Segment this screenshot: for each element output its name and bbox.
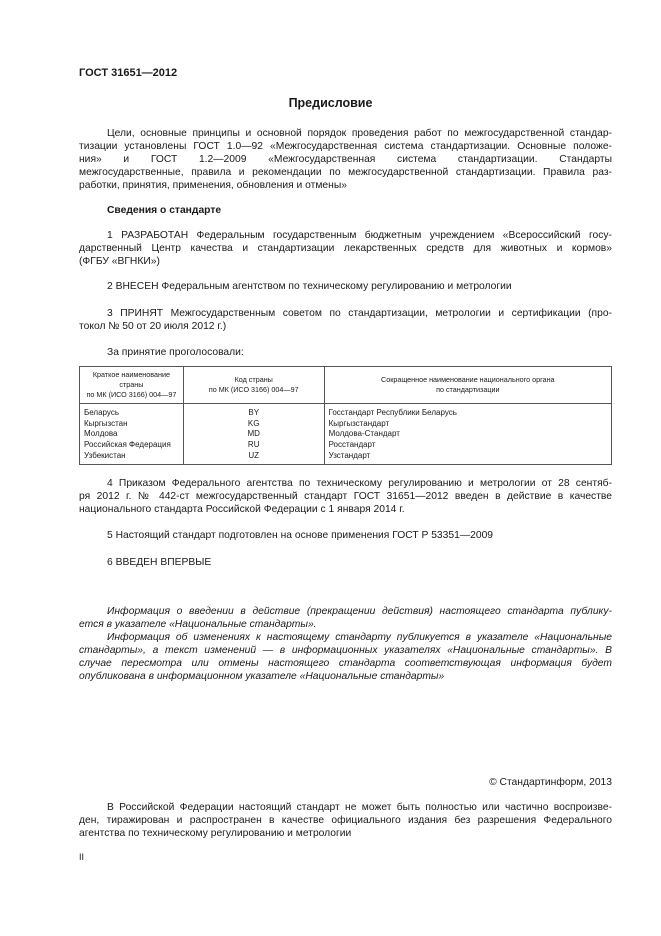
page-number: II bbox=[79, 852, 85, 862]
code-cell: KG bbox=[183, 419, 324, 430]
country-cell: Молдова bbox=[80, 429, 184, 440]
info-line: ется в указателе «Национальные стандарты». bbox=[79, 619, 317, 630]
header-body: Сокращенное наименование национального органа по стандартизации bbox=[324, 367, 611, 404]
intro-line: тизации установлены ГОСТ 1.0—92 «Межгосударственная система стандартизации. Основные положе- bbox=[79, 141, 612, 152]
vote-label: За принятие проголосовали: bbox=[107, 347, 244, 358]
intro-line: ния» и ГОСТ 1.2—2009 «Межгосударственная система стандартизации. Стандарты bbox=[79, 154, 612, 165]
item-4-line: ря 2012 г. № 442-ст межгосударственный стандарт ГОСТ 31651—2012 введен в действие в качестве bbox=[79, 491, 612, 502]
item-5-paragraph: 5 Настоящий стандарт подготовлен на основе применения ГОСТ Р 53351—2009 bbox=[107, 530, 494, 541]
doc-code-header: ГОСТ 31651—2012 bbox=[79, 67, 178, 79]
country-cell: Беларусь bbox=[80, 404, 184, 419]
info-line: опубликована в информационном указателе «Национальные стандарты» bbox=[79, 671, 445, 682]
body-cell: Узстандарт bbox=[324, 451, 611, 464]
item-1-line: дарственный Центр качества и стандартизации лекарственных средств для животных и кормов» bbox=[79, 243, 612, 254]
table-row bbox=[80, 404, 612, 419]
table-row bbox=[80, 451, 612, 464]
info-line: стандарты», а текст изменений — в информационных указателях «Национальные стандарты». В bbox=[79, 645, 612, 656]
item-1-line: 1 РАЗРАБОТАН Федеральным государственным бюджетным учреждением «Всероссийский госу- bbox=[107, 230, 612, 241]
country-cell: Российская Федерация bbox=[80, 440, 184, 451]
item-6-paragraph: 6 ВВЕДЕН ВПЕРВЫЕ bbox=[107, 557, 212, 568]
item-1-paragraph bbox=[79, 229, 612, 268]
notice-paragraph bbox=[79, 801, 612, 840]
table-row bbox=[80, 429, 612, 440]
intro-line: Цели, основные принципы и основной порядок проведения работ по межгосударственной стандар- bbox=[107, 128, 612, 139]
code-cell: BY bbox=[183, 404, 324, 419]
table-row bbox=[80, 440, 612, 451]
code-cell: UZ bbox=[183, 451, 324, 464]
item-1-line: (ФГБУ «ВГНКИ») bbox=[79, 256, 160, 267]
info-line: случае пересмотра или отмены настоящего стандарта соответствующая информация будет bbox=[79, 658, 612, 669]
item-2-paragraph: 2 ВНЕСЕН Федеральным агентством по техническому регулированию и метрологии bbox=[107, 281, 512, 292]
country-cell: Кыргызстан bbox=[80, 419, 184, 430]
intro-line: межгосударственные, правила и рекомендации по межгосударственной стандартизации. Правила раз- bbox=[79, 167, 612, 178]
notice-line: В Российской Федерации настоящий стандарт не может быть полностью или частично воспроизве- bbox=[107, 802, 612, 813]
item-4-line: национального стандарта Российской Федерации с 1 января 2014 г. bbox=[79, 504, 405, 515]
copyright: © Стандартинформ, 2013 bbox=[489, 777, 612, 788]
body-cell: Кыргызстандарт bbox=[324, 419, 611, 430]
body-cell: Молдова-Стандарт bbox=[324, 429, 611, 440]
notice-line: агентства по техническому регулированию и метрологии bbox=[79, 828, 352, 839]
intro-line: работки, принятия, применения, обновления и отмены» bbox=[79, 180, 347, 191]
notice-line: ден, тиражирован и распространен в качестве официального издания без разрешения Федерального bbox=[79, 815, 612, 826]
table-header-row bbox=[80, 367, 612, 404]
intro-paragraph bbox=[79, 127, 612, 192]
item-4-paragraph bbox=[79, 477, 612, 516]
item-3-line: токол № 50 от 20 июля 2012 г.) bbox=[79, 321, 227, 332]
code-cell: RU bbox=[183, 440, 324, 451]
body-cell: Росстандарт bbox=[324, 440, 611, 451]
item-3-paragraph bbox=[79, 307, 612, 333]
voting-table bbox=[79, 366, 612, 465]
table-row bbox=[80, 419, 612, 430]
info-line: Информация об изменениях к настоящему стандарту публикуется в указателе «Национальные bbox=[107, 632, 612, 643]
item-3-line: 3 ПРИНЯТ Межгосударственным советом по стандартизации, метрологии и сертификации (про- bbox=[107, 308, 612, 319]
header-code: Код страны по МК (ИСО 3166) 004—97 bbox=[183, 367, 324, 404]
section-heading: Сведения о стандарте bbox=[107, 205, 222, 216]
page-title: Предисловие bbox=[288, 96, 373, 110]
country-cell: Узбекистан bbox=[80, 451, 184, 464]
body-cell: Госстандарт Республики Беларусь bbox=[324, 404, 611, 419]
item-4-line: 4 Приказом Федерального агентства по техническому регулированию и метрологии от 28 сентяб- bbox=[107, 478, 612, 489]
code-cell: MD bbox=[183, 429, 324, 440]
info-block bbox=[79, 605, 612, 683]
info-line: Информация о введении в действие (прекращении действия) настоящего стандарта публику- bbox=[107, 606, 612, 617]
header-country: Краткое наименование страны по МК (ИСО 3166) 004—97 bbox=[80, 367, 184, 404]
